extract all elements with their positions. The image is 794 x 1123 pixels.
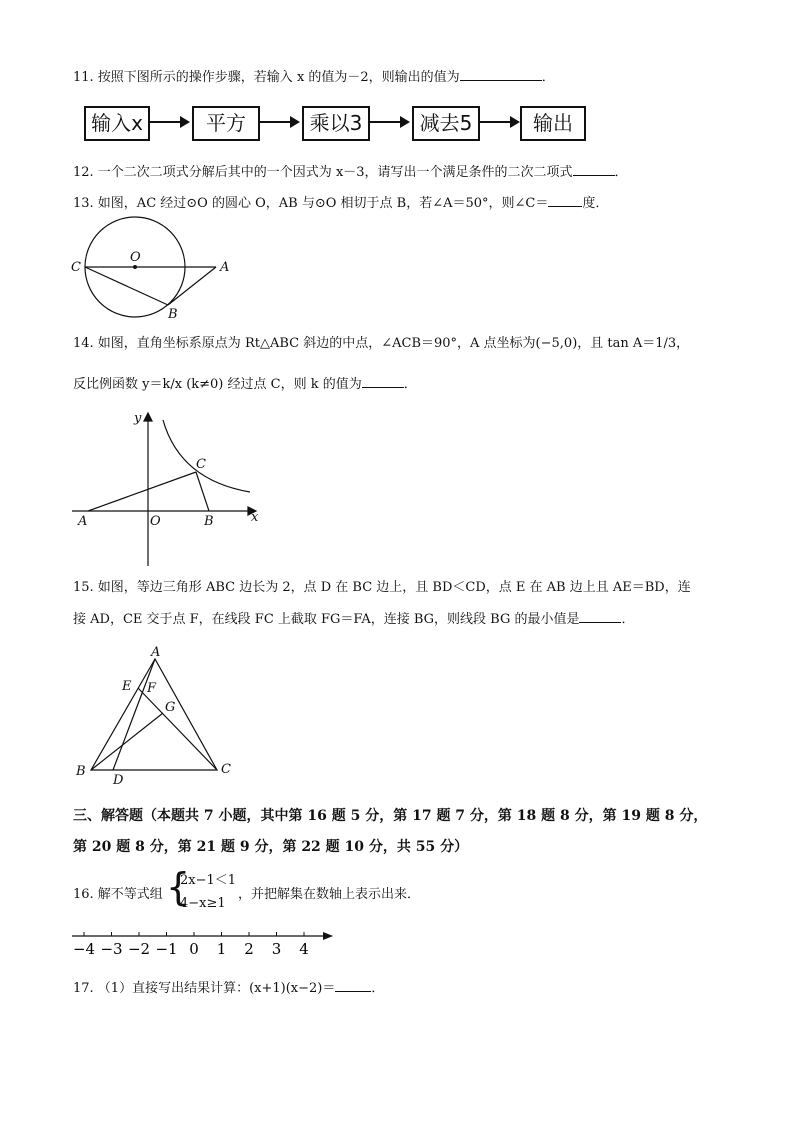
number-line-tick-label: 0 bbox=[189, 940, 199, 958]
q14-question-2: 反比例函数 y＝k/x (k≠0) 经过点 C，则 k 的值为 bbox=[73, 377, 362, 392]
section3-title-2: 第 20 题 8 分，第 21 题 9 分，第 22 题 10 分，共 55 分） bbox=[73, 839, 469, 855]
q11-end: ． bbox=[541, 70, 555, 85]
flow-label-input: 输入x bbox=[91, 111, 143, 135]
q15-label-G: G bbox=[165, 700, 176, 715]
q15-line-BG bbox=[91, 713, 163, 770]
q13-figure bbox=[85, 217, 216, 317]
q14-figure bbox=[72, 413, 256, 566]
q16-inequality-2: 4−x≥1 bbox=[180, 896, 226, 911]
q13-center-point bbox=[133, 265, 137, 269]
q13-line-BA bbox=[168, 267, 216, 305]
number-line-tick-label: −2 bbox=[127, 940, 151, 958]
number-line-tick-label: −4 bbox=[72, 940, 96, 958]
q15-figure bbox=[91, 659, 217, 770]
q14-label-C: C bbox=[196, 457, 206, 472]
q13-label-C: C bbox=[71, 260, 81, 275]
q15-label-E: E bbox=[122, 679, 132, 694]
q14-line-AC bbox=[88, 472, 196, 511]
q16-question: 16. 解不等式组 bbox=[73, 887, 163, 902]
number-line-tick-label: 1 bbox=[216, 940, 227, 958]
q14-question-1: 14. 如图，直角坐标系原点为 Rt△ABC 斜边的中点，∠ACB＝90°，A 点坐标为(−5,0)，且 tan A＝1/3， bbox=[73, 336, 690, 351]
section3-title-1: 三、解答题（本题共 7 小题，其中第 16 题 5 分，第 17 题 7 分，第 18 题 8 分，第 19 题 8 分， bbox=[73, 808, 708, 824]
q16-brace: { bbox=[166, 865, 191, 909]
number-line-arrow bbox=[323, 932, 333, 940]
flow-label-subtract: 减去5 bbox=[419, 111, 473, 135]
q15-end: ． bbox=[621, 612, 635, 627]
number-line-tick-label: −1 bbox=[155, 940, 178, 958]
number-line-tick-label: −3 bbox=[100, 940, 123, 958]
q12-end: ． bbox=[614, 165, 628, 180]
q14-y-arrow bbox=[144, 413, 152, 421]
number-line-tick-label: 3 bbox=[271, 940, 282, 958]
q13-label-B: B bbox=[168, 307, 178, 322]
q11-question: 11. 按照下图所示的操作步骤，若输入 x 的值为－2，则输出的值为 bbox=[73, 70, 460, 85]
q15-label-C: C bbox=[221, 762, 231, 777]
q16-instruction: ，并把解集在数轴上表示出来． bbox=[238, 887, 421, 902]
number-line-tick-label: 2 bbox=[244, 940, 254, 958]
q17-end: ． bbox=[371, 981, 385, 996]
q14-end: ． bbox=[403, 377, 417, 392]
q14-label-A: A bbox=[78, 514, 88, 529]
q14-label-B: B bbox=[204, 514, 214, 529]
q13-question: 13. 如图，AC 经过⊙O 的圆心 O，AB 与⊙O 相切于点 B，若∠A＝50°，则∠C＝ bbox=[73, 196, 549, 211]
q17-question: 17. （1）直接写出结果计算：(x+1)(x−2)＝ bbox=[73, 981, 336, 996]
q14-hyperbola bbox=[163, 420, 250, 492]
q15-triangle-ABC bbox=[91, 659, 217, 770]
q12-question: 12. 一个二次二项式分解后其中的一个因式为 x－3，请写出一个满足条件的二次二项式 bbox=[73, 165, 573, 180]
q14-label-y: y bbox=[134, 411, 142, 426]
flow-label-square: 平方 bbox=[206, 111, 246, 135]
q14-label-x: x bbox=[251, 510, 259, 525]
q13-label-O: O bbox=[130, 250, 141, 265]
q15-label-B: B bbox=[76, 764, 86, 779]
q14-label-O: O bbox=[150, 514, 161, 529]
number-line-tick-label: 4 bbox=[299, 940, 309, 958]
q16-inequality-1: 2x−1＜1 bbox=[180, 873, 237, 888]
q15-question-2: 接 AD，CE 交于点 F，在线段 FC 上截取 FG＝FA，连接 BG，则线段 BG 的最小值是 bbox=[73, 612, 580, 627]
q15-label-D: D bbox=[113, 773, 124, 788]
q15-label-F: F bbox=[147, 681, 157, 696]
q15-label-A: A bbox=[151, 645, 161, 660]
q15-line-AD bbox=[113, 659, 155, 770]
q13-label-A: A bbox=[220, 260, 230, 275]
flow-label-multiply: 乘以3 bbox=[309, 111, 363, 135]
q15-question-1: 15. 如图，等边三角形 ABC 边长为 2，点 D 在 BC 边上，且 BD＜CD，点 E 在 AB 边上且 AE＝BD，连 bbox=[73, 580, 691, 595]
flow-label-output: 输出 bbox=[533, 111, 573, 135]
q13-end: 度． bbox=[582, 196, 609, 211]
